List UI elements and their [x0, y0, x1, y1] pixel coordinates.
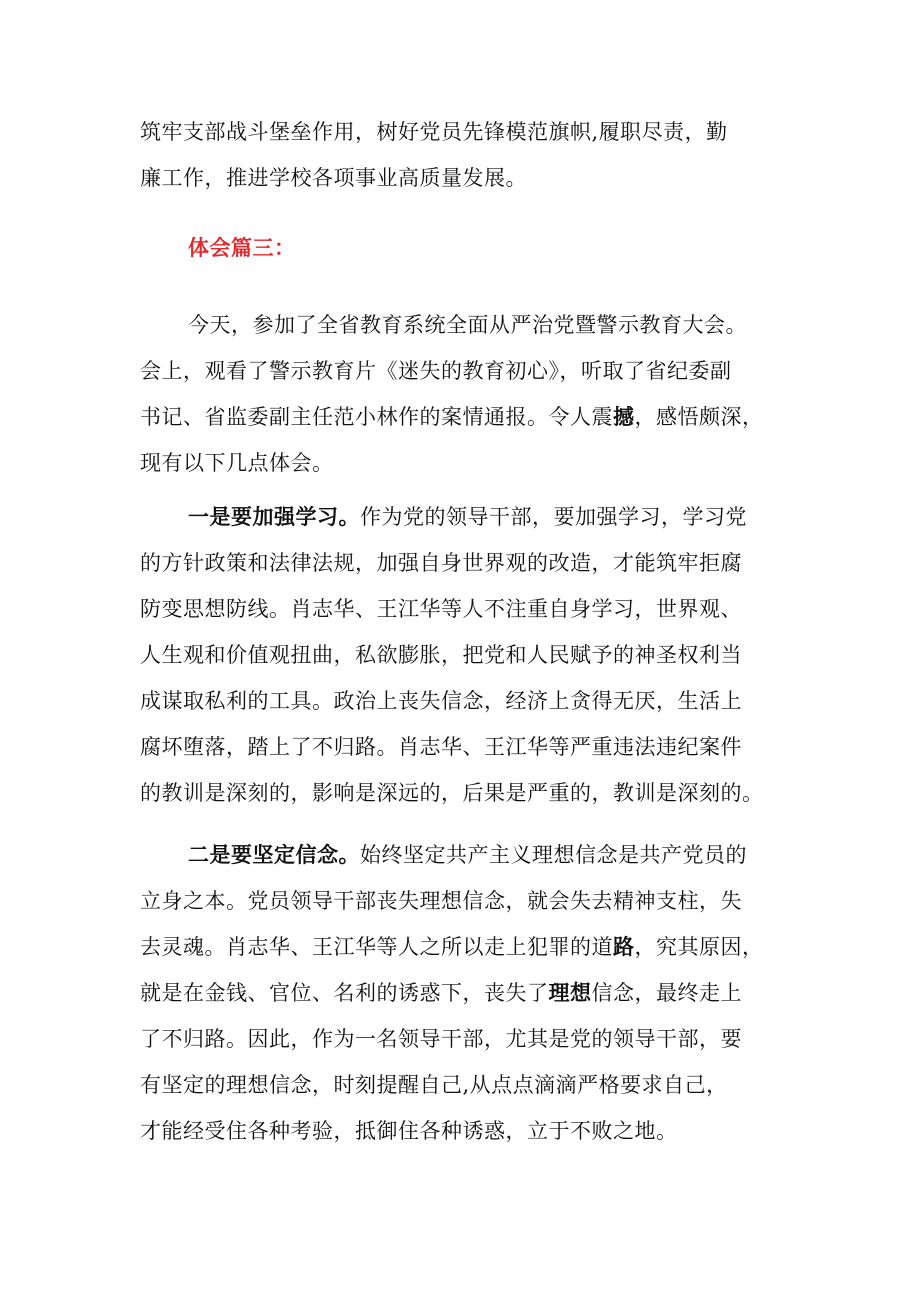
point-two-paragraph: [140, 832, 800, 1154]
opening-line-1: 今天，参加了全省教育系统全面从严治党暨警示教育大会。: [188, 313, 747, 337]
point-two-line-3: [140, 924, 800, 970]
opening-line-4: 现有以下几点体会。: [140, 451, 334, 475]
point-two-line-3-a: 去灵魂。肖志华、王江华等人之所以走上犯罪的道: [140, 935, 613, 959]
point-two-line-4-a: 就是在金钱、官位、名利的诱惑下，丧失了: [140, 981, 549, 1005]
point-one-line-5: 成谋取私利的工具。政治上丧失信念，经济上贪得无厌，生活上: [140, 689, 742, 713]
point-one-line-6: 腐坏堕落，踏上了不归路。肖志华、王江华等严重违法违纪案件: [140, 735, 742, 759]
point-one-line-1-rest: 作为党的领导干部，要加强学习，学习党: [360, 505, 747, 529]
point-two-line-6: 有坚定的理想信念，时刻提醒自己,从点点滴滴严格要求自己，: [140, 1073, 728, 1097]
opening-line-3: [140, 394, 800, 440]
point-two-line-4: [140, 970, 800, 1016]
point-two-title: 二是要坚定信念。: [188, 842, 360, 867]
opening-paragraph: [140, 302, 800, 486]
point-two-line-1: [140, 832, 800, 878]
intro-line-2: 廉工作，推进学校各项事业高质量发展。: [140, 166, 527, 190]
intro-line-1: 筑牢支部战斗堡垒作用，树好党员先锋模范旗帜,履职尽责，勤: [140, 120, 728, 144]
point-one-line-1: [140, 494, 800, 540]
point-one-line-4: 人生观和价值观扭曲，私欲膨胀，把党和人民赋予的神圣权利当: [140, 643, 742, 667]
point-one-line-3: 防变思想防线。肖志华、王江华等人不注重自身学习，世界观、: [140, 597, 742, 621]
point-two-line-5: 了不归路。因此，作为一名领导干部，尤其是党的领导干部，要: [140, 1027, 742, 1051]
point-one-paragraph: [140, 494, 800, 816]
opening-line-2: 会上，观看了警示教育片《迷失的教育初心》，听取了省纪委副: [140, 359, 732, 383]
section-heading-row: [140, 225, 800, 271]
point-two-line-1-rest: 始终坚定共产主义理想信念是共产党员的: [360, 843, 747, 867]
opening-line-3-a: 书记、省监委副主任范小林作的案情通报。令人震: [140, 405, 613, 429]
point-two-line-2: 立身之本。党员领导干部丧失理想信念，就会失去精神支柱，失: [140, 889, 742, 913]
section-heading: 体会篇三：: [188, 235, 296, 260]
point-two-line-3-emphasis: 路: [613, 934, 635, 959]
point-two-line-7: 才能经受住各种考验，抵御住各种诱惑，立于不败之地。: [140, 1119, 678, 1143]
opening-line-3-c: ，感悟颇深，: [634, 405, 764, 429]
point-two-line-4-emphasis: 理想: [548, 980, 592, 1005]
point-one-line-2: 的方针政策和法律法规，加强自身世界观的改造，才能筑牢拒腐: [140, 551, 742, 575]
point-one-line-7: 的教训是深刻的，影响是深远的，后果是严重的，教训是深刻的。: [140, 781, 764, 805]
point-two-line-4-c: 信念，最终走上: [591, 981, 742, 1005]
point-one-title: 一是要加强学习。: [188, 504, 360, 529]
opening-line-3-emphasis: 撼: [613, 404, 635, 429]
point-two-line-3-c: ，究其原因，: [634, 935, 764, 959]
intro-paragraph: [140, 109, 800, 201]
